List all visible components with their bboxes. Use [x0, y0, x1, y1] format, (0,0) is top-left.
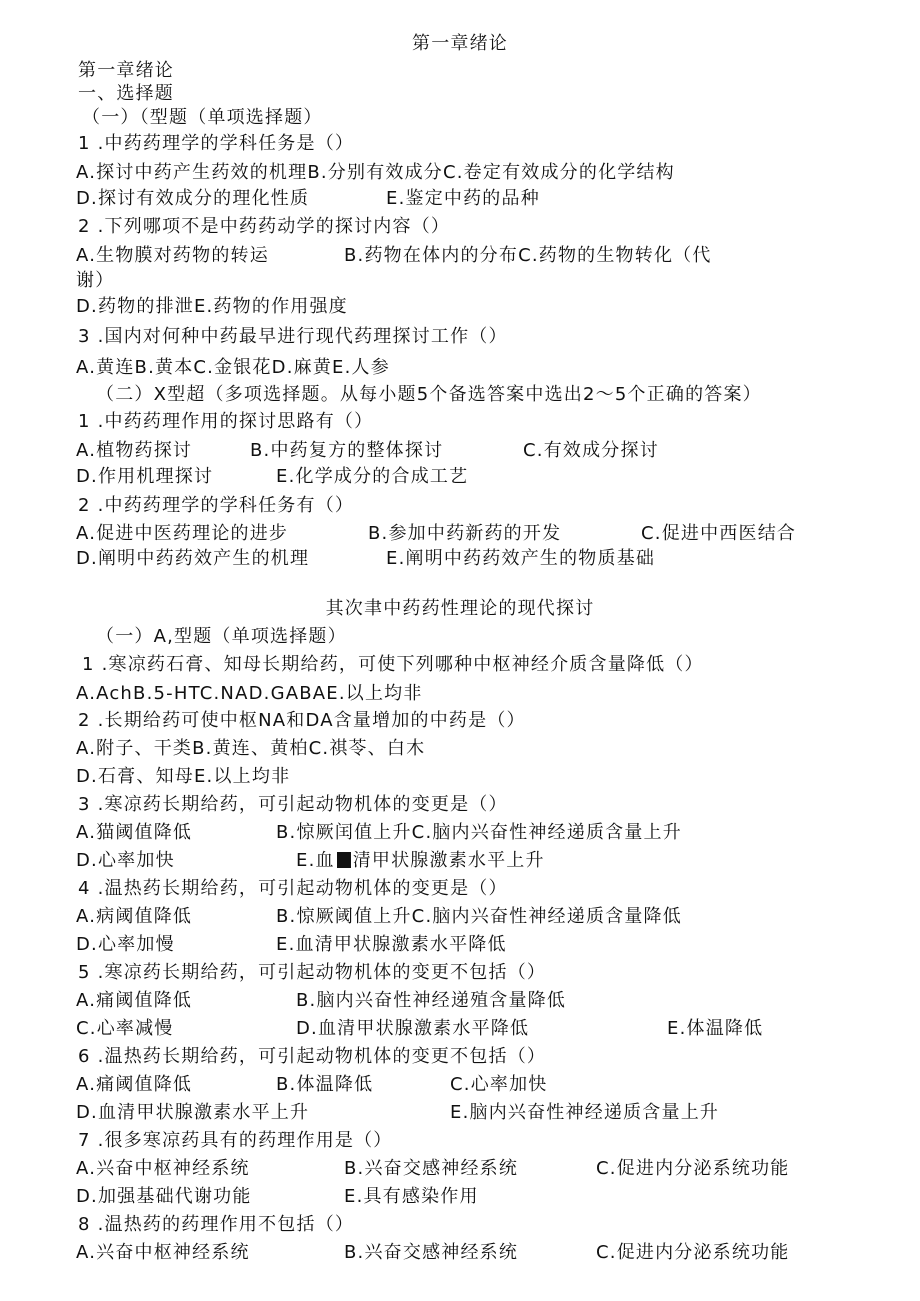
x-question-1: 1 .中药药理作用的探讨思路有（） [78, 411, 374, 432]
ch2-question-8-option-c: C.促进内分泌系统功能 [596, 1242, 790, 1263]
ch2-question-3-option-e [296, 850, 545, 872]
ch2-question-2-options-d: D.石膏、知母E.以上均非 [76, 766, 291, 787]
x-question-1-option-e: E.化学成分的合成工艺 [276, 466, 469, 487]
ch2-question-5-option-e: E.体温降低 [667, 1018, 764, 1039]
ch2-question-5: 5 .寒凉药长期给药，可引起动物机体的变更不包括（） [78, 962, 547, 983]
ch2-question-7-option-d: D.加强基础代谢功能 [76, 1186, 252, 1207]
ch2-question-6-option-d: D.血清甲状腺激素水平上升 [76, 1102, 310, 1123]
x-question-2-option-e: E.阐明中药药效产生的物质基础 [386, 548, 656, 569]
ch2-question-7-option-c: C.促进内分泌系统功能 [596, 1158, 790, 1179]
question-2-option-b: B.药物在体内的分布C.药物的生物转化（代 [344, 245, 712, 266]
question-3: 3 .国内对何种中药最早进行现代药理探讨工作（） [78, 326, 508, 347]
x-question-2-option-a: A.促进中医药理论的进步 [76, 523, 289, 544]
ch2-question-4-option-b: B.惊厥阈值上升C.脑内兴奋性神经递质含量降低 [276, 906, 682, 927]
part-a-heading: （一）（型题（单项选择题） [82, 107, 323, 128]
ch2-question-3-option-d: D.心率加快 [76, 850, 175, 871]
page-title: 第一章绪论 [412, 33, 508, 54]
question-2-option-a: A.生物膜对药物的转运 [76, 245, 269, 266]
ch2-question-1-options: A.AchB.5-HTC.NAD.GABAE.以上均非 [76, 683, 423, 704]
ch2-question-7-option-a: A.兴奋中枢神经系统 [76, 1158, 250, 1179]
x-question-2-option-d: D.阐明中药药效产生的机理 [76, 548, 310, 569]
ch2-question-4: 4 .温热药长期给药，可引起动物机体的变更是（） [78, 878, 508, 899]
question-1-option-e: E.鉴定中药的品种 [386, 188, 540, 209]
ch2-question-6-option-a: A.痛阈值降低 [76, 1074, 193, 1095]
ch2-question-3-option-a: A.猫阈值降低 [76, 822, 193, 843]
ch2-question-5-option-a: A.痛阈值降低 [76, 990, 193, 1011]
ch2-question-6-option-e: E.脑内兴奋性神经递质含量上升 [450, 1102, 720, 1123]
redaction-block [337, 852, 351, 868]
ch2-question-8-option-a: A.兴奋中枢神经系统 [76, 1242, 250, 1263]
chapter1-heading: 第一章绪论 [78, 60, 174, 81]
ch2-question-5-option-b: B.脑内兴奋性神经递殖含量降低 [296, 990, 567, 1011]
question-2: 2 .下列哪项不是中药药动学的探讨内容（） [78, 216, 451, 237]
ch2-question-7-option-e: E.具有感染作用 [344, 1186, 479, 1207]
question-1-options-a: A.探讨中药产生药效的机理B.分别有效成分C.卷定有效成分的化学结构 [76, 162, 675, 183]
x-question-1-option-b: B.中药复方的整体探讨 [250, 440, 444, 461]
question-3-options: A.黄连B.黄本C.金银花D.麻黄E.人参 [76, 357, 390, 378]
question-2-continued: 谢） [76, 270, 115, 291]
ch2-question-6: 6 .温热药长期给药，可引起动物机体的变更不包括（） [78, 1046, 547, 1067]
part-x-heading: （二）X型超（多项选择题。从每小题5个备选答案中选出2～5个正确的答案） [96, 384, 762, 405]
ch2-question-6-option-c: C.心率加快 [450, 1074, 548, 1095]
ch2-question-5-option-c: C.心率减慢 [76, 1018, 174, 1039]
ch2-question-5-option-d: D.血清甲状腺激素水平降低 [296, 1018, 530, 1039]
ch2-question-6-option-b: B.体温降低 [276, 1074, 374, 1095]
ch2-question-3-option-e-prefix: E.血 [296, 850, 335, 871]
ch2-question-4-option-a: A.病阈值降低 [76, 906, 193, 927]
x-question-1-option-c: C.有效成分探讨 [523, 440, 659, 461]
chapter2-title: 其次聿中药药性理论的现代探讨 [325, 598, 595, 619]
ch2-question-8: 8 .温热药的药理作用不包括（） [78, 1214, 355, 1235]
ch2-question-2: 2 .长期给药可使中枢NA和DA含量增加的中药是（） [78, 710, 526, 731]
ch2-question-4-option-e: E.血清甲状腺激素水平降低 [276, 934, 507, 955]
x-question-2-option-c: C.促进中西医结合 [641, 523, 797, 544]
ch2-question-4-option-d: D.心率加慢 [76, 934, 175, 955]
ch2-question-3-option-b: B.惊厥闰值上升C.脑内兴奋性神经递质含量上升 [276, 822, 682, 843]
ch2-question-3: 3 .寒凉药长期给药，可引起动物机体的变更是（） [78, 794, 508, 815]
ch2-question-7: 7 .很多寒凉药具有的药理作用是（） [78, 1130, 393, 1151]
x-question-2: 2 .中药药理学的学科任务有（） [78, 495, 355, 516]
ch2-question-3-option-e-suffix: 清甲状腺激素水平上升 [352, 850, 545, 871]
ch2-question-1: 1 .寒凉药石膏、知母长期给药，可使下列哪种中枢神经介质含量降低（） [82, 654, 704, 675]
ch2-question-7-option-b: B.兴奋交感神经系统 [344, 1158, 519, 1179]
ch2-question-8-option-b: B.兴奋交感神经系统 [344, 1242, 519, 1263]
x-question-1-option-d: D.作用机理探讨 [76, 466, 214, 487]
chapter2-part-a-heading: （一）A,型题（单项选择题） [96, 626, 347, 647]
section-heading: 一、选择题 [78, 83, 174, 104]
question-1: 1 .中药药理学的学科任务是（） [78, 133, 355, 154]
question-1-option-d: D.探讨有效成分的理化性质 [76, 188, 310, 209]
x-question-2-option-b: B.参加中药新药的开发 [368, 523, 562, 544]
question-2-option-d: D.药物的排泄E.药物的作用强度 [76, 296, 348, 317]
ch2-question-2-options-a: A.附子、干类B.黄连、黄柏C.祺苓、白木 [76, 738, 426, 759]
x-question-1-option-a: A.植物药探讨 [76, 440, 193, 461]
